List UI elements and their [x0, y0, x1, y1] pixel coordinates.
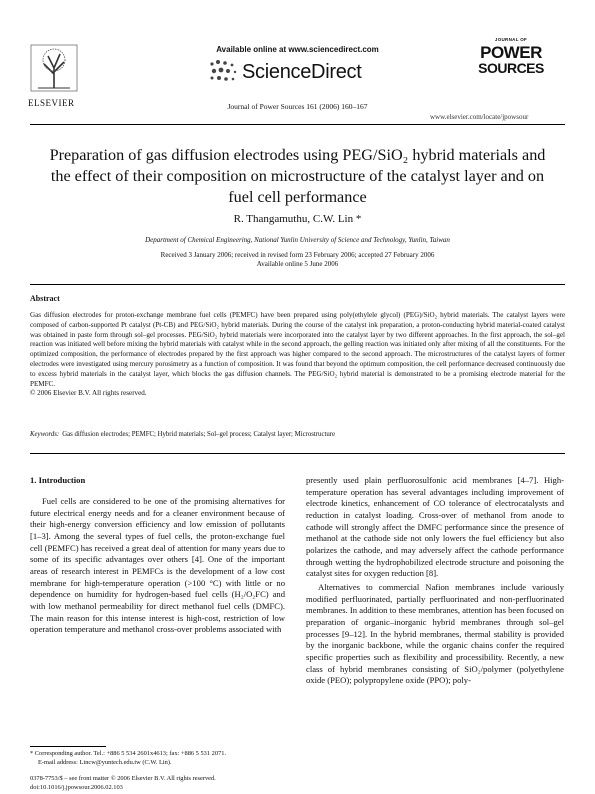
footer-doi[interactable]: doi:10.1016/j.jpowsour.2006.02.103: [30, 783, 123, 791]
header-divider: [30, 124, 565, 125]
intro-paragraph-1-cont: presently used plain perfluorosulfonic acid membranes [4–7]. High-temperature operation has several advantages including improvement of electrode kinetics, enhancement of CO tolerance of electrocatalysts and reduction in catalyst loading. Cross-over of methanol from anode to cathode will strongly affect the DMFC performance since the presence of methanol at the cathode side not only lowers the fuel efficiency but also polarizes the cathode, and may adversely affect the cathode performance through wetting the hydrophobilized electrode structure and poisoning the catalyst sites for oxygen reduction [8].: [306, 475, 564, 579]
sciencedirect-dots-icon: [208, 59, 238, 85]
journal-logo: [478, 38, 544, 75]
article-authors: R. Thangamuthu, C.W. Lin *: [233, 213, 362, 225]
abstract-body: [30, 311, 565, 399]
abstract-top-divider: [30, 284, 565, 285]
keywords: [30, 431, 565, 438]
keywords-label: Keywords:: [30, 431, 60, 438]
available-online-date: Available online 5 June 2006: [256, 260, 339, 268]
sciencedirect-wordmark: ScienceDirect: [242, 60, 362, 83]
left-column: [30, 496, 285, 636]
journal-logo-line2: SOURCES: [478, 59, 544, 76]
abstract-copyright: © 2006 Elsevier B.V. All rights reserved.: [30, 389, 147, 398]
available-online-text: Available online at www.sciencedirect.com: [216, 45, 379, 54]
abstract-heading: Abstract: [30, 294, 60, 303]
right-column: [306, 475, 564, 687]
footnote: [30, 749, 285, 767]
received-dates: Received 3 January 2006; received in revised form 23 February 2006; accepted 27 February 2006: [160, 251, 435, 259]
footnote-divider: [30, 746, 106, 747]
corresponding-author: * Corresponding author. Tel.: +886 5 534 2601x4613; fax: +886 5 531 2071.: [30, 750, 227, 757]
journal-logo-line1: POWER: [480, 42, 542, 62]
page-footer: [30, 775, 216, 792]
article-dates: [0, 251, 595, 269]
journal-logo-small: JOURNAL OF: [494, 37, 528, 42]
keywords-text: Gas diffusion electrodes; PEMFC; Hybrid materials; Sol–gel process; Catalyst layer; Microstructure: [62, 431, 336, 438]
intro-paragraph-1: Fuel cells are considered to be one of the promising alternatives for future electrical energy needs and for a cleaner environment because of their high-energy conversion efficiency and low emission of pollutants [1–3]. Among the several types of fuel cells, the proton-exchange fuel cell (PEMFC) has received a great deal of attention for many years due to some of its specific advantages over others [4]. One of the important areas of research interest in PEMFCs is the development of a low cost membrane for high-temperature operation (>100 °C) with little or no dependence on humidity for hydrogen-based fuel cells (H₂/O₂FC) and with low methanol permeability for direct methanol fuel cells (DMFC). The main reason for this intense interest is high-cost, restriction of low operation temperature and methanol cross-over problems associated with: [30, 496, 285, 635]
section-heading-introduction: 1. Introduction: [30, 475, 86, 485]
abstract-text: Gas diffusion electrodes for proton-exchange membrane fuel cells (PEMFC) have been prepared using poly(ethylele glycol) (PEG)/SiO₂ hybrid materials. The catalyst layers were composed of carbon-supported Pt catalyst (Pt-CB) and PEG/SiO₂ hybrid materials. During the course of the catalyst ink preparation, a proton-conducting hybrid material-coated catalyst was obtained in paste form through sol–gel processes. PEG/SiO₂ hybrid materials were incorporated into the catalyst layer by two different approaches. In the first approach, the sol–gel reaction was initiated well before mixing the hybrid materials with catalyst while in the second approach, the gelling reaction was initiated only after mixing of all the constituents. For the optimized composition, the performance of electrodes prepared by the first approach was higher compared to the second approach. The microstructures of the catalyst layers of former electrodes were investigated using mercury porosimetry as a function of composition. It was found that beyond the optimum composition, the cell performance decreased continuously due to excess hybrid materials in the catalyst layer, which blocks the gas diffusion channels. The PEG/SiO₂ hybrid material is demonstrated to be a promising electrode material for the PEMFC.: [30, 311, 565, 388]
abstract-bottom-divider: [30, 453, 565, 454]
author-email[interactable]: E-mail address: Lincw@yuntech.edu.tw (C.W. Lin).: [38, 759, 172, 766]
footer-issn: 0378-7753/$ – see front matter © 2006 Elsevier B.V. All rights reserved.: [30, 775, 216, 782]
intro-paragraph-2: Alternatives to commercial Nafion membranes include variously modified perfluorinated, partially perfluorinated and non-perfluorinated membranes. In addition to these membranes, attention has been focused on preparation of organic–inorganic hybrid membranes through sol–gel processes [9–12]. In the hybrid membranes, thermal stability is provided by the inorganic backbone, while the organic chains confer the required specific properties such as flexibility and processibility. Recently, a new class of hybrid membranes consisting of SiO₂/polymer (polyethylene oxide (PEO); polypropylene oxide (PPO); poly-: [306, 581, 564, 686]
journal-reference: Journal of Power Sources 161 (2006) 160–167: [227, 102, 368, 111]
journal-url-link[interactable]: www.elsevier.com/locate/jpowsour: [430, 113, 529, 121]
article-title: Preparation of gas diffusion electrodes using PEG/SiO₂ hybrid materials and the effect of their composition on microstructure of the catalyst layer and on fuel cell performance: [49, 146, 546, 206]
author-affiliation: Department of Chemical Engineering, National Yunlin University of Science and Technology, Yunlin, Taiwan: [145, 236, 450, 244]
sciencedirect-logo: [208, 58, 361, 86]
publisher-name: ELSEVIER: [28, 98, 75, 108]
